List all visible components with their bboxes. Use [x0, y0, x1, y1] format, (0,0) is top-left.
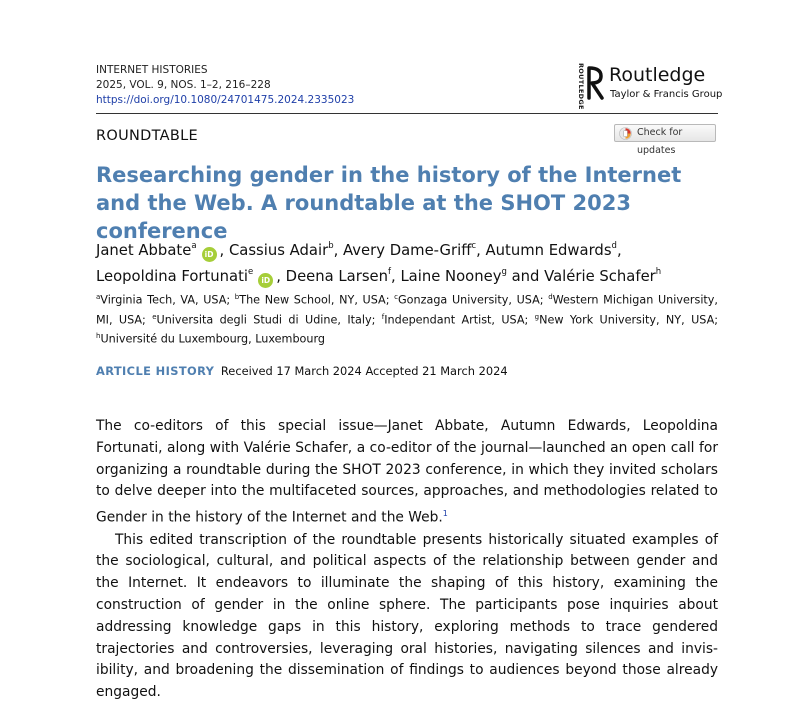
author-affiliation-marker[interactable]: a	[191, 241, 197, 251]
author-name: Avery Dame-Griff	[343, 241, 472, 259]
author-separator: ,	[391, 267, 401, 285]
publisher-name: Routledge	[609, 64, 706, 86]
author-name: Laine Nooney	[400, 267, 502, 285]
author-affiliation-marker[interactable]: d	[611, 241, 617, 251]
routledge-r-icon	[587, 66, 605, 100]
author-separator: ,	[219, 241, 229, 259]
affiliation-text: Western Michigan University, MI, USA;	[96, 293, 718, 327]
author-name: Cassius Adair	[228, 241, 329, 259]
affiliation-marker: b	[234, 293, 240, 301]
affiliation-marker: c	[394, 293, 398, 301]
affiliation-text: The New School, NY, USA;	[239, 293, 395, 307]
affiliation-marker: h	[96, 332, 101, 341]
author-name: Janet Abbate	[96, 241, 192, 259]
section-label: ROUNDTABLE	[96, 128, 198, 144]
affiliation-text: Independant Artist, USA;	[384, 313, 535, 327]
check-for-updates-label: Check for updates	[637, 127, 683, 156]
author-separator: ,	[616, 241, 622, 259]
affiliation-text: Virginia Tech, VA, USA;	[100, 293, 235, 307]
author-affiliation-marker[interactable]: g	[501, 266, 507, 277]
body-paragraph-2: This edited transcription of the roundtable presents historically situated examples of the sociological, cultural, and political aspects of the relationship between gender and the Internet. It endeavors to illuminate the shaping of this history, examining the construction of gender in the online sphere. The participants pose inquiries about addressing knowledge gaps in this history, exploring methods to trace gendered trajectories and controversies, leveraging oral histories, navigating silences and invisibility, and broadening the dissemination of findings to audiences beyond those already engaged.	[96, 531, 718, 701]
affiliation-text: Universita degli Studi di Udine, Italy;	[156, 313, 382, 327]
author-name: Leopoldina Fortunati	[96, 267, 249, 285]
orcid-icon[interactable]: iD	[202, 247, 217, 262]
author-separator: ,	[333, 241, 344, 259]
journal-name: INTERNET HISTORIES	[96, 64, 208, 76]
affiliation-marker: e	[152, 312, 157, 321]
publisher-vertical-wordmark: ROUTLEDGE	[577, 63, 585, 110]
author-separator: and	[506, 267, 545, 285]
affiliation-marker: d	[548, 293, 553, 301]
publisher-tagline: Taylor & Francis Group	[610, 89, 723, 100]
author-affiliation-marker[interactable]: e	[248, 266, 254, 277]
journal-header	[96, 63, 354, 108]
publisher-logo	[575, 63, 725, 110]
journal-citation: 2025, VOL. 9, NOS. 1–2, 216–228	[96, 79, 271, 91]
orcid-icon[interactable]: iD	[258, 273, 273, 288]
header-divider	[96, 113, 718, 114]
author-affiliation-marker[interactable]: c	[471, 241, 477, 251]
article-history-label: ARTICLE HISTORY	[96, 364, 215, 378]
body-paragraph-1-text: The co-editors of this special issue—Janet Abbate, Autumn Edwards, Leopoldina Fortunati, along with Valérie Schafer, a co-editor of the journal—launched an open call for organizing a roundtable during the SHOT 2023 conference, in which they invited scholars to delve deeper into the multifaceted sources, approaches, and methodologies related to Gender in the history of the Internet and the Web.	[96, 418, 718, 526]
affiliation-marker: a	[96, 293, 101, 301]
article-body	[96, 416, 718, 704]
author-name: Valérie Schafer	[544, 267, 656, 285]
accepted-date: Accepted 21 March 2024	[365, 364, 508, 378]
body-paragraph-1	[96, 416, 718, 530]
article-history	[96, 364, 508, 378]
received-date: Received 17 March 2024	[220, 364, 362, 378]
check-for-updates-button[interactable]	[614, 124, 716, 156]
author-separator: ,	[276, 267, 286, 285]
author-name: Deena Larsen	[285, 267, 389, 285]
author-name: Autumn Edwards	[485, 241, 612, 259]
author-affiliation-marker[interactable]: f	[388, 266, 392, 277]
affiliation-text: Gonzaga University, USA;	[398, 293, 549, 307]
affiliation-marker: f	[381, 312, 385, 321]
affiliation-text: New York University, NY, USA;	[539, 313, 718, 327]
article-title: Researching gender in the history of the Internet and the Web. A roundtable at the SHOT 2023 conference	[96, 163, 682, 243]
crossmark-icon	[619, 127, 632, 140]
author-list	[96, 236, 736, 288]
footnote-ref-1[interactable]: 1	[442, 509, 448, 519]
affiliation-marker: g	[534, 312, 540, 321]
doi-link[interactable]: https://doi.org/10.1080/24701475.2024.2335023	[96, 94, 355, 106]
affiliation-text: Université du Luxembourg, Luxembourg	[100, 333, 325, 347]
author-affiliation-marker[interactable]: h	[655, 266, 662, 277]
author-separator: ,	[476, 241, 486, 259]
affiliations	[96, 289, 718, 348]
author-affiliation-marker[interactable]: b	[328, 241, 334, 251]
